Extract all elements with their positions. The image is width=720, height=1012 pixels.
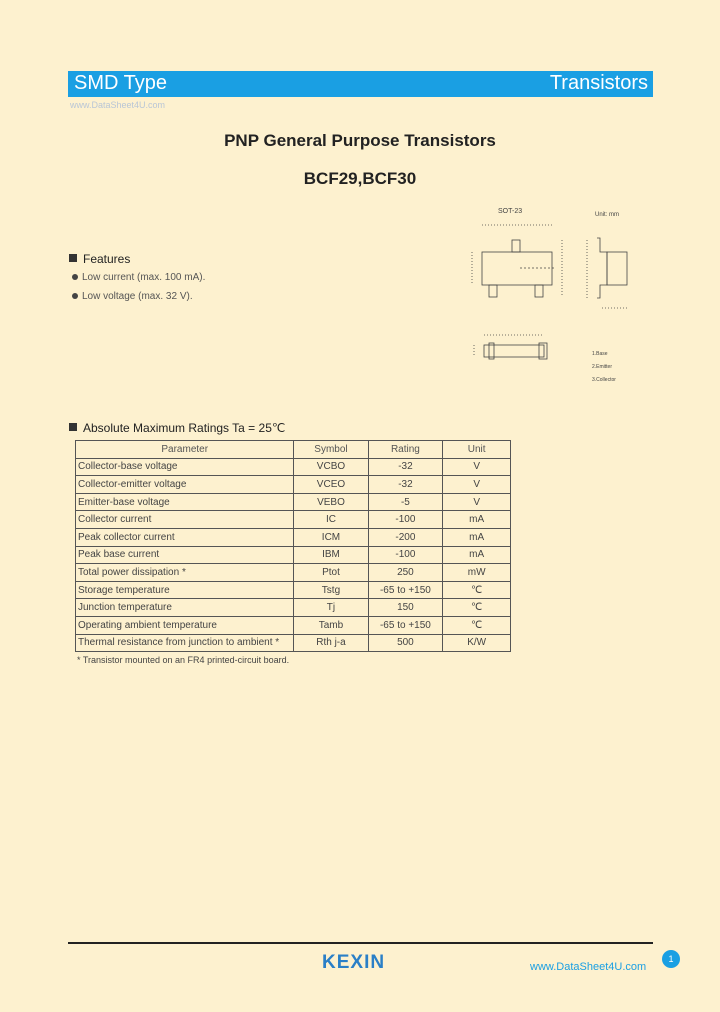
round-bullet-icon [72,293,78,299]
ratings-heading: Absolute Maximum Ratings Ta = 25℃ [69,421,285,435]
cell-symbol: Rth j-a [294,634,368,652]
cell-unit: mA [443,511,511,529]
features-heading: Features [69,252,130,266]
column-header: Parameter [76,441,294,459]
round-bullet-icon [72,274,78,280]
column-header: Unit [443,441,511,459]
cell-parameter: Peak base current [76,546,294,564]
footer-divider [68,942,653,944]
cell-symbol: IBM [294,546,368,564]
cell-rating: -65 to +150 [368,616,443,634]
cell-parameter: Operating ambient temperature [76,616,294,634]
square-bullet-icon [69,254,77,262]
cell-unit: V [443,476,511,494]
package-name: SOT-23 [498,208,523,215]
cell-rating: -65 to +150 [368,581,443,599]
cell-symbol: VCBO [294,458,368,476]
top-view-drawing [472,225,562,297]
cell-unit: mA [443,528,511,546]
cell-unit: mA [443,546,511,564]
pin-label: 2.Emitter [592,364,613,370]
cell-symbol: VCEO [294,476,368,494]
cell-rating: -200 [368,528,443,546]
cell-symbol: Ptot [294,564,368,582]
table-footnote: * Transistor mounted on an FR4 printed-circuit board. [77,655,290,665]
cell-symbol: IC [294,511,368,529]
table-row [76,546,511,564]
cell-unit: V [443,493,511,511]
cell-rating: 250 [368,564,443,582]
cell-unit: ℃ [443,581,511,599]
table-row [76,458,511,476]
cell-rating: -100 [368,546,443,564]
table-row [76,564,511,582]
cell-rating: -100 [368,511,443,529]
header-category: SMD Type [74,72,167,94]
cell-unit: mW [443,564,511,582]
header-bar [68,71,653,97]
table-row [76,511,511,529]
cell-parameter: Emitter-base voltage [76,493,294,511]
feature-item: Low voltage (max. 32 V). [72,291,193,302]
watermark-link[interactable]: www.DataSheet4U.com [70,100,166,110]
table-row [76,493,511,511]
cell-rating: -32 [368,476,443,494]
package-outline-drawing [462,200,652,390]
cell-symbol: Tstg [294,581,368,599]
table-row [76,581,511,599]
table-header-row [76,441,511,459]
cell-unit: ℃ [443,616,511,634]
header-product-type: Transistors [549,72,648,94]
unit-label: Unit: mm [595,212,619,218]
table-row [76,616,511,634]
page-number: 1 [662,950,680,968]
cell-unit: V [443,458,511,476]
cell-parameter: Collector-base voltage [76,458,294,476]
table-row [76,599,511,617]
cell-rating: -32 [368,458,443,476]
cell-rating: 150 [368,599,443,617]
cell-parameter: Collector current [76,511,294,529]
square-bullet-icon [69,423,77,431]
table-row [76,634,511,652]
cell-parameter: Collector-emitter voltage [76,476,294,494]
cell-symbol: Tj [294,599,368,617]
cell-parameter: Thermal resistance from junction to ambient * [76,634,294,652]
feature-item: Low current (max. 100 mA). [72,272,205,283]
front-view-drawing [474,335,547,359]
cell-rating: 500 [368,634,443,652]
cell-parameter: Total power dissipation * [76,564,294,582]
pin-label: 1.Base [592,351,608,357]
footer-link[interactable]: www.DataSheet4U.com [530,961,647,973]
cell-symbol: ICM [294,528,368,546]
cell-rating: -5 [368,493,443,511]
cell-parameter: Peak collector current [76,528,294,546]
cell-symbol: VEBO [294,493,368,511]
part-numbers: BCF29,BCF30 [303,169,417,188]
cell-unit: K/W [443,634,511,652]
column-header: Rating [368,441,443,459]
ratings-table [75,440,511,652]
column-header: Symbol [294,441,368,459]
document-title: PNP General Purpose Transistors [224,131,496,150]
pin-label: 3.Collector [592,377,616,383]
cell-parameter: Storage temperature [76,581,294,599]
cell-unit: ℃ [443,599,511,617]
kexin-logo: KEXIN [322,952,386,973]
table-row [76,528,511,546]
table-row [76,476,511,494]
cell-symbol: Tamb [294,616,368,634]
cell-parameter: Junction temperature [76,599,294,617]
side-view-drawing [587,238,627,308]
